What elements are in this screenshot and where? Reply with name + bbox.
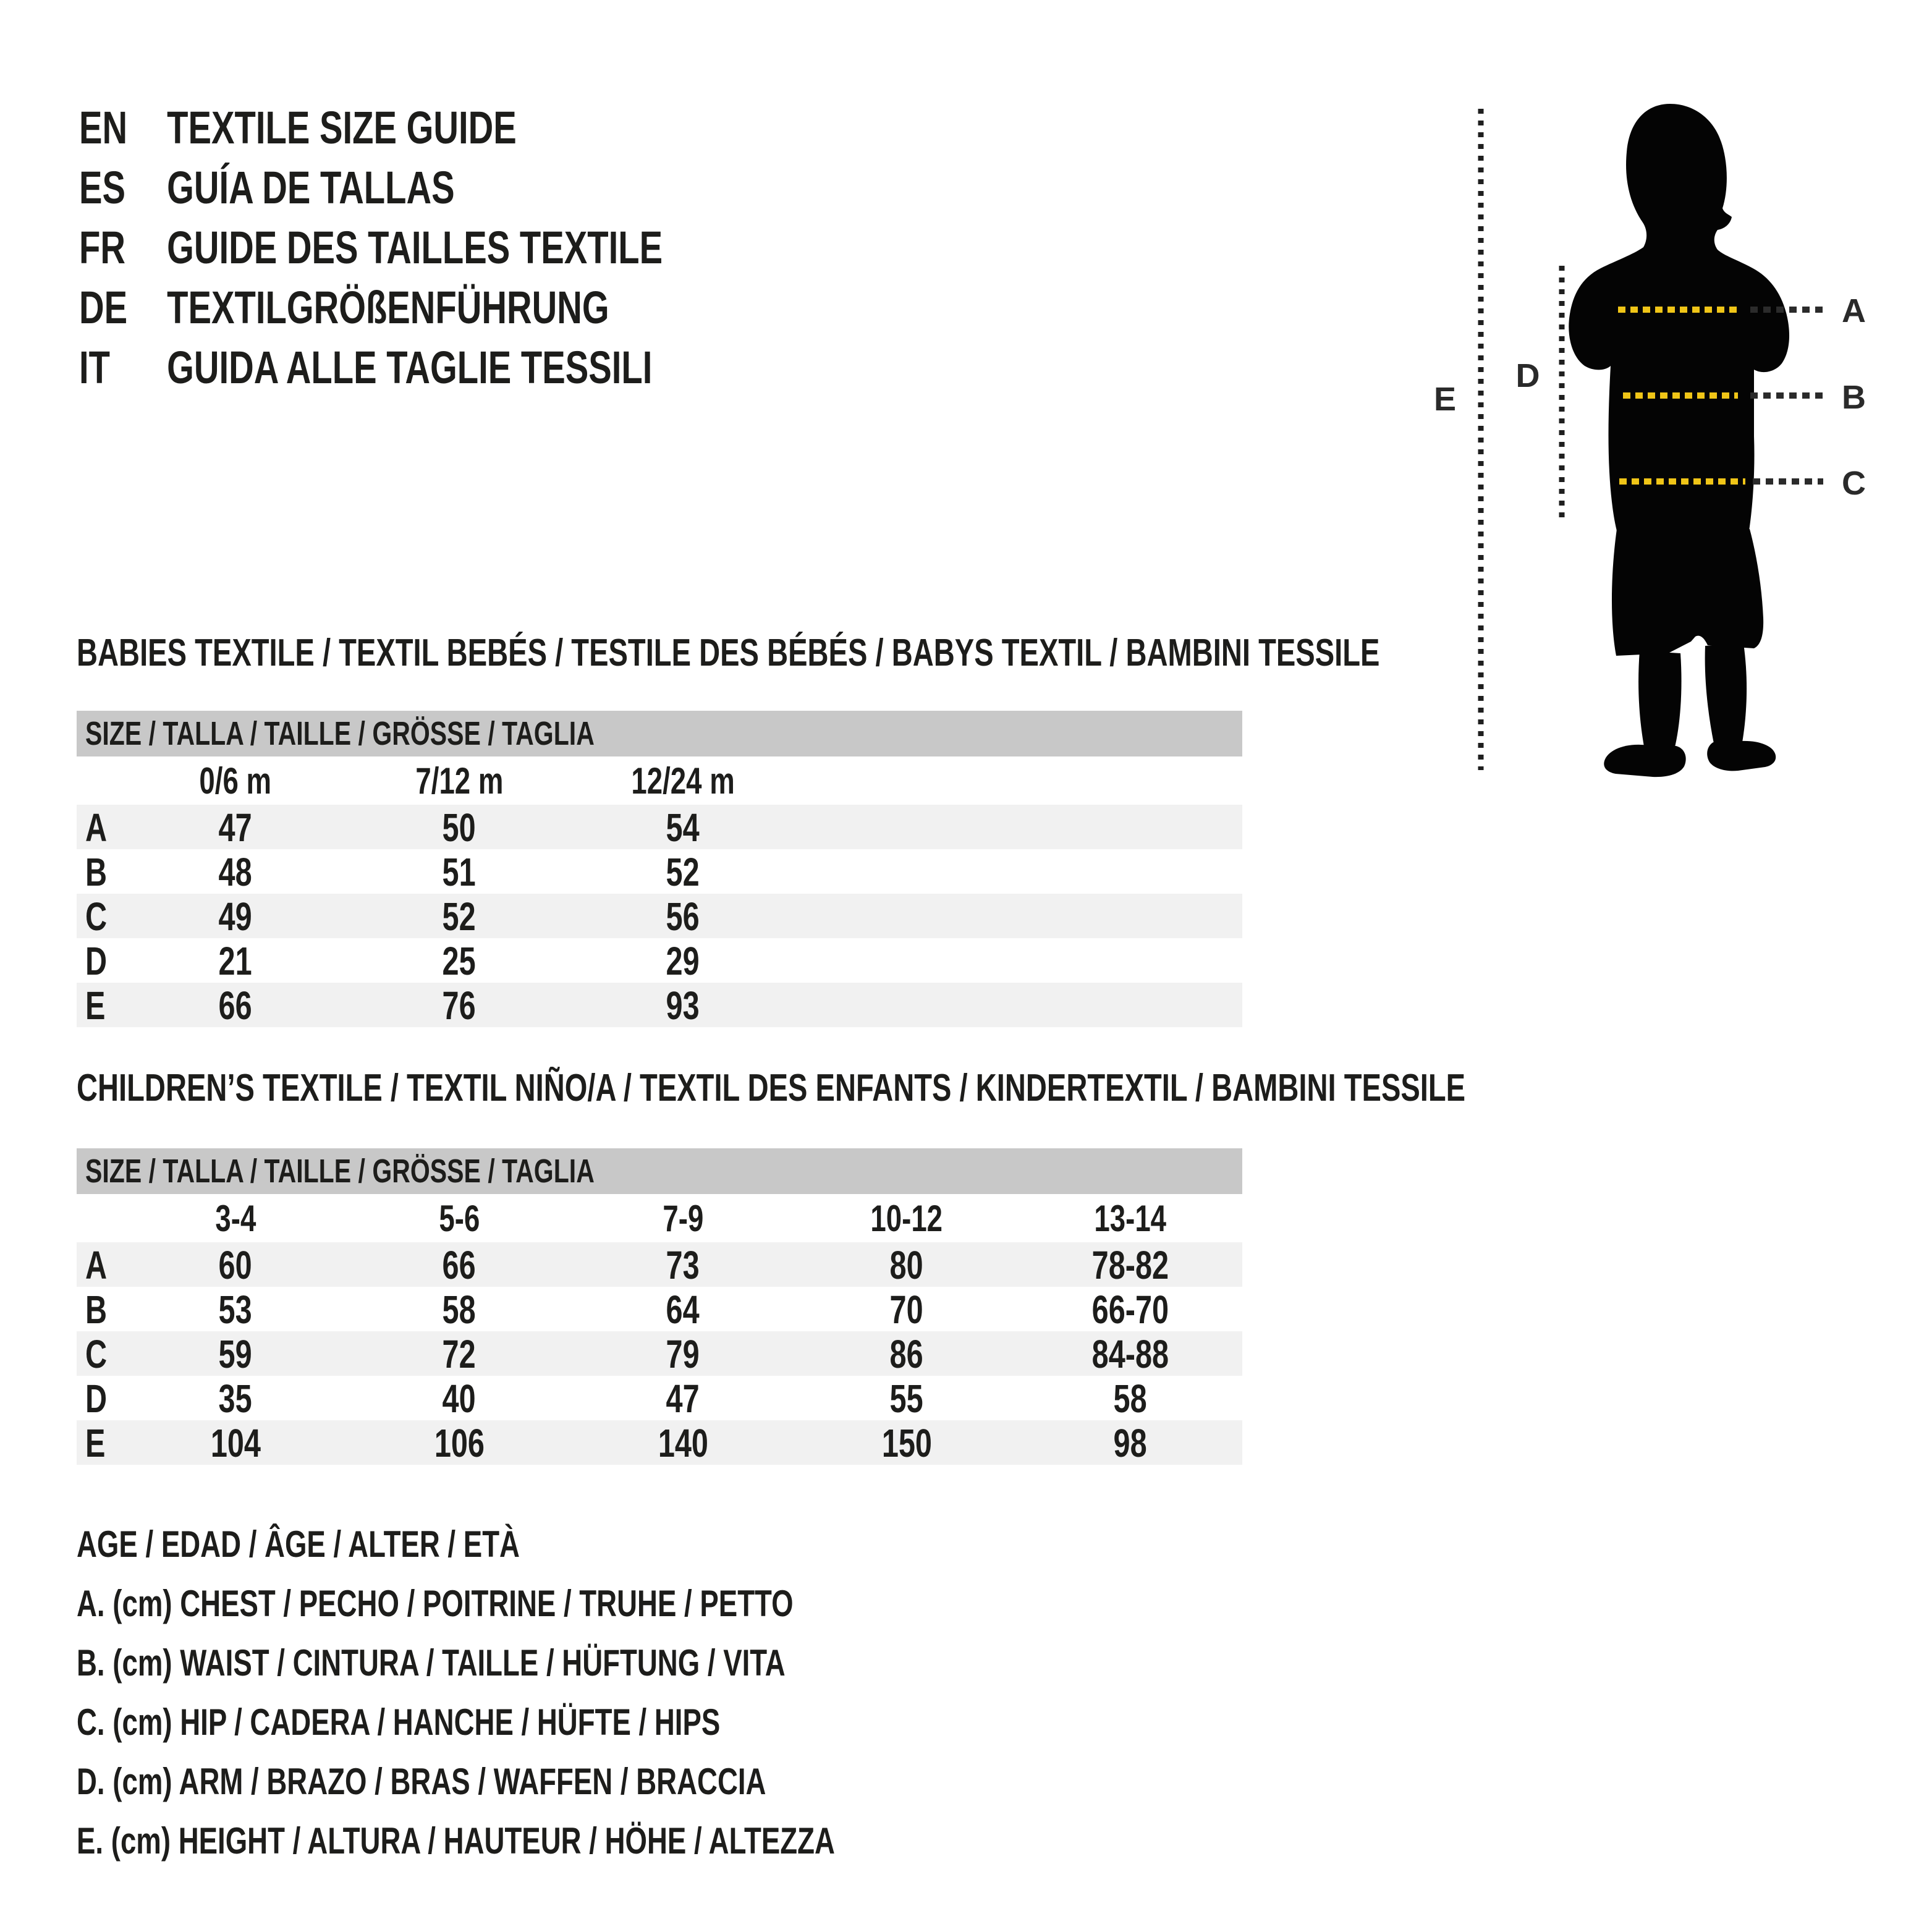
childrens-column-headers (77, 1194, 1242, 1242)
childrens-row-a (77, 1242, 1242, 1287)
cell-value: 150 (881, 1421, 932, 1465)
babies-row-a (77, 805, 1242, 849)
lang-title: GUÍA DE TALLAS (167, 162, 455, 213)
legend-height: E. (cm) HEIGHT / ALTURA / HAUTEUR / HÖHE / ALTEZZA (77, 1820, 835, 1862)
cell-value: 66 (218, 983, 253, 1028)
label-c-hip: C (1842, 465, 1866, 502)
cell-value: 104 (210, 1421, 261, 1465)
legend-waist: B. (cm) WAIST / CINTURA / TAILLE / HÜFTUNG / VITA (77, 1642, 786, 1684)
childrens-col-13-14: 13-14 (1094, 1197, 1167, 1239)
babies-col-0-6m: 0/6 m (199, 760, 272, 802)
language-header (79, 98, 847, 397)
cell-value: 86 (889, 1332, 924, 1376)
row-label: C (85, 1332, 108, 1376)
cell-value: 72 (442, 1332, 477, 1376)
lang-title: TEXTILGRÖßENFÜHRUNG (167, 282, 609, 333)
lang-row-es (79, 158, 847, 218)
label-d-arm: D (1515, 357, 1540, 394)
cell-value: 84-88 (1091, 1332, 1169, 1376)
lang-title: TEXTILE SIZE GUIDE (167, 102, 517, 153)
legend-chest: A. (cm) CHEST / PECHO / POITRINE / TRUHE / PETTO (77, 1583, 794, 1624)
cell-value: 35 (218, 1376, 253, 1421)
babies-row-c (77, 894, 1242, 938)
lang-code: ES (79, 162, 126, 213)
measurement-legend (77, 1515, 1074, 1871)
cell-value: 58 (442, 1287, 477, 1332)
row-label: E (85, 983, 106, 1028)
babies-table-size-header: SIZE / TALLA / TAILLE / GRÖSSE / TAGLIA (77, 711, 1242, 756)
silhouette-right-leg (1705, 643, 1747, 744)
cell-value: 98 (1113, 1421, 1148, 1465)
cell-value: 73 (666, 1243, 700, 1287)
childrens-table-size-header: SIZE / TALLA / TAILLE / GRÖSSE / TAGLIA (77, 1148, 1242, 1194)
cell-value: 66 (442, 1243, 477, 1287)
babies-col-7-12m: 7/12 m (415, 760, 503, 802)
legend-arm: D. (cm) ARM / BRAZO / BRAS / WAFFEN / BRACCIA (77, 1761, 766, 1802)
childrens-col-5-6: 5-6 (439, 1197, 480, 1239)
label-b-waist: B (1842, 379, 1866, 416)
babies-row-b (77, 849, 1242, 894)
row-label: C (85, 894, 108, 939)
childrens-section-title: CHILDREN’S TEXTILE / TEXTIL NIÑO/A / TEXTIL DES ENFANTS / KINDERTEXTIL / BAMBINI TESSILE (77, 1067, 1466, 1109)
cell-value: 52 (442, 894, 477, 939)
cell-value: 51 (442, 850, 477, 894)
babies-row-d (77, 938, 1242, 983)
babies-column-headers (77, 756, 1242, 805)
cell-value: 55 (889, 1376, 924, 1421)
label-a-chest: A (1842, 292, 1866, 329)
babies-col-12-24m: 12/24 m (631, 760, 735, 802)
cell-value: 76 (442, 983, 477, 1028)
cell-value: 78-82 (1091, 1243, 1169, 1287)
cell-value: 47 (218, 805, 253, 850)
babies-row-e (77, 983, 1242, 1027)
lang-row-de (79, 278, 847, 337)
babies-size-table (77, 711, 1242, 1027)
silhouette-left-leg (1638, 651, 1681, 750)
row-label: E (85, 1421, 106, 1465)
cell-value: 79 (666, 1332, 700, 1376)
measurement-figure (1409, 87, 1932, 810)
cell-value: 140 (658, 1421, 708, 1465)
cell-value: 52 (666, 850, 700, 894)
lang-row-it (79, 337, 847, 397)
cell-value: 47 (666, 1376, 700, 1421)
cell-value: 59 (218, 1332, 253, 1376)
cell-value: 64 (666, 1287, 700, 1332)
cell-value: 21 (218, 939, 253, 983)
cell-value: 60 (218, 1243, 253, 1287)
cell-value: 80 (889, 1243, 924, 1287)
silhouette-left-shoe (1604, 745, 1685, 777)
cell-value: 58 (1113, 1376, 1148, 1421)
lang-title: GUIDE DES TAILLES TEXTILE (167, 222, 663, 273)
cell-value: 48 (218, 850, 253, 894)
cell-value: 66-70 (1091, 1287, 1169, 1332)
cell-value: 53 (218, 1287, 253, 1332)
row-label: A (85, 1243, 108, 1287)
lang-code: DE (79, 282, 128, 333)
cell-value: 25 (442, 939, 477, 983)
lang-row-fr (79, 218, 847, 278)
cell-value: 56 (666, 894, 700, 939)
row-label: A (85, 805, 108, 850)
cell-value: 50 (442, 805, 477, 850)
child-silhouette (1569, 104, 1789, 777)
lang-row-en (79, 98, 847, 158)
silhouette-head-torso (1569, 104, 1789, 539)
silhouette-shorts (1612, 529, 1763, 656)
lang-title: GUIDA ALLE TAGLIE TESSILI (167, 342, 653, 393)
cell-value: 54 (666, 805, 700, 850)
row-label: B (85, 1287, 108, 1332)
silhouette-right-shoe (1707, 741, 1776, 771)
label-e-height: E (1433, 381, 1457, 418)
lang-code: FR (79, 222, 125, 273)
lang-code: IT (79, 342, 110, 393)
row-label: D (85, 1376, 108, 1421)
childrens-row-b (77, 1287, 1242, 1331)
childrens-row-c (77, 1331, 1242, 1376)
cell-value: 29 (666, 939, 700, 983)
cell-value: 40 (442, 1376, 477, 1421)
cell-value: 106 (434, 1421, 485, 1465)
child-silhouette-diagram (1409, 87, 1932, 810)
row-label: B (85, 850, 108, 894)
childrens-row-d (77, 1376, 1242, 1420)
childrens-size-table (77, 1148, 1242, 1465)
lang-code: EN (79, 102, 128, 153)
childrens-col-10-12: 10-12 (870, 1197, 943, 1239)
cell-value: 93 (666, 983, 700, 1028)
cell-value: 49 (218, 894, 253, 939)
legend-hip: C. (cm) HIP / CADERA / HANCHE / HÜFTE / HIPS (77, 1701, 721, 1743)
childrens-col-3-4: 3-4 (215, 1197, 256, 1239)
babies-section-title: BABIES TEXTILE / TEXTIL BEBÉS / TESTILE DES BÉBÉS / BABYS TEXTIL / BAMBINI TESSILE (77, 632, 1380, 674)
legend-age: AGE / EDAD / ÂGE / ALTER / ETÀ (77, 1523, 520, 1565)
childrens-row-e (77, 1420, 1242, 1465)
row-label: D (85, 939, 108, 983)
cell-value: 70 (889, 1287, 924, 1332)
childrens-col-7-9: 7-9 (663, 1197, 703, 1239)
